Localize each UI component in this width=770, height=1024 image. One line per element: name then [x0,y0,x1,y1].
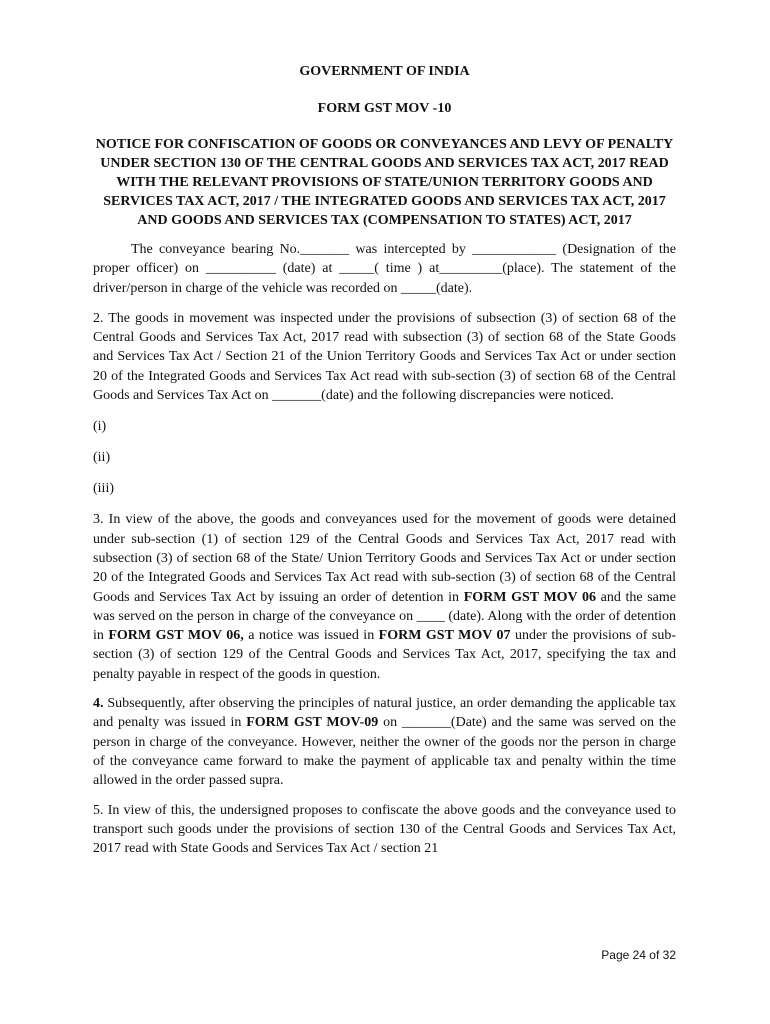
form-ref-mov06: FORM GST MOV 06 [463,589,597,605]
paragraph-4 [93,694,676,790]
document-content [93,60,676,858]
discrepancy-item-2: (ii) [93,450,111,466]
page-number: Page 24 of 32 [601,948,676,962]
paragraph-3-text-a: 3. In view of the above, the goods and conveyances used for the movement of goods were detained under sub-section (1) of section 129 of the Central Goods and Services Tax Act, 2017 read with subsection (3) of section 68 of the State/ Union Territory Goods and Services Tax Act or under section 20 of the Integrated Goods and Services Tax Act read with sub-section (3) of section 68 of the Central Goods and Services Tax Act by issuing an order of detention in [93,512,676,605]
form-ref-mov07: FORM GST MOV 07 [378,628,511,644]
paragraph-3 [93,510,676,684]
form-ref-mov06-second: FORM GST MOV 06, [108,628,244,644]
paragraph-5: 5. In view of this, the undersigned proposes to confiscate the above goods and the conveyance used to transport such goods under the provisions of section 130 of the Central Goods and Services Tax Act, 2017 read with State Goods and Services Tax Act / section 21 [93,802,676,857]
form-number-heading: FORM GST MOV -10 [317,101,452,116]
paragraph-4-text-c: on _______(Date) and the same was served on the person in charge of the conveyance. However, neither the owner of the goods nor the person in charge of the conveyance came forward to make the payment of applicable tax and penalty within the time allowed in the order passed supra. [93,715,676,789]
paragraph-4-number: 4. [93,696,104,712]
notice-title: NOTICE FOR CONFISCATION OF GOODS OR CONVEYANCES AND LEVY OF PENALTY UNDER SECTION 130 OF THE CENTRAL GOODS AND SERVICES TAX ACT, 2017 READ WITH THE RELEVANT PROVISIONS OF STATE/UNION TERRITORY GOODS AND SERVICES TAX ACT, 2017 / THE INTEGRATED GOODS AND SERVICES TAX ACT, 2017 AND GOODS AND SERVICES TAX (COMPENSATION TO STATES) ACT, 2017 [95,137,674,228]
paragraph-3-text-d: a notice was issued in [243,628,379,644]
paragraph-2: 2. The goods in movement was inspected under the provisions of subsection (3) of section 68 of the Central Goods and Services Tax Act, 2017 read with subsection (3) of section 68 of the State Goods and Services Tax Act / Section 21 of the Union Territory Goods and Services Tax Act or under section 20 of the Integrated Goods and Services Tax Act read with sub-section (3) of section 68 of the Central Goods and Services Tax Act on _______(date) and the following discrepancies were noticed. [93,310,676,404]
discrepancy-item-3: (iii) [93,481,114,497]
government-heading: GOVERNMENT OF INDIA [299,64,470,79]
paragraph-3-text-e: under the provisions of sub-section (3) of section 129 of the Central Goods and Services Tax Act, 2017, specifying the tax and penalty payable in respect of the goods in question. [93,628,676,682]
form-ref-mov09: FORM GST MOV-09 [246,715,379,731]
discrepancy-item-1: (i) [93,419,107,435]
paragraph-4-text-a: Subsequently, after observing the principles of natural justice, an order demanding the applicable tax and penalty was issued in [93,696,676,731]
paragraph-1: The conveyance bearing No._______ was intercepted by ____________ (Designation of the proper officer) on __________ (date) at _____( time ) at_________(place). The statement of the driver/person in charge of the vehicle was recorded on _____(date). [93,242,676,296]
paragraph-3-text-c: and the same was served on the person in charge of the conveyance on ____ (date). Along with the order of detention in [93,589,676,644]
